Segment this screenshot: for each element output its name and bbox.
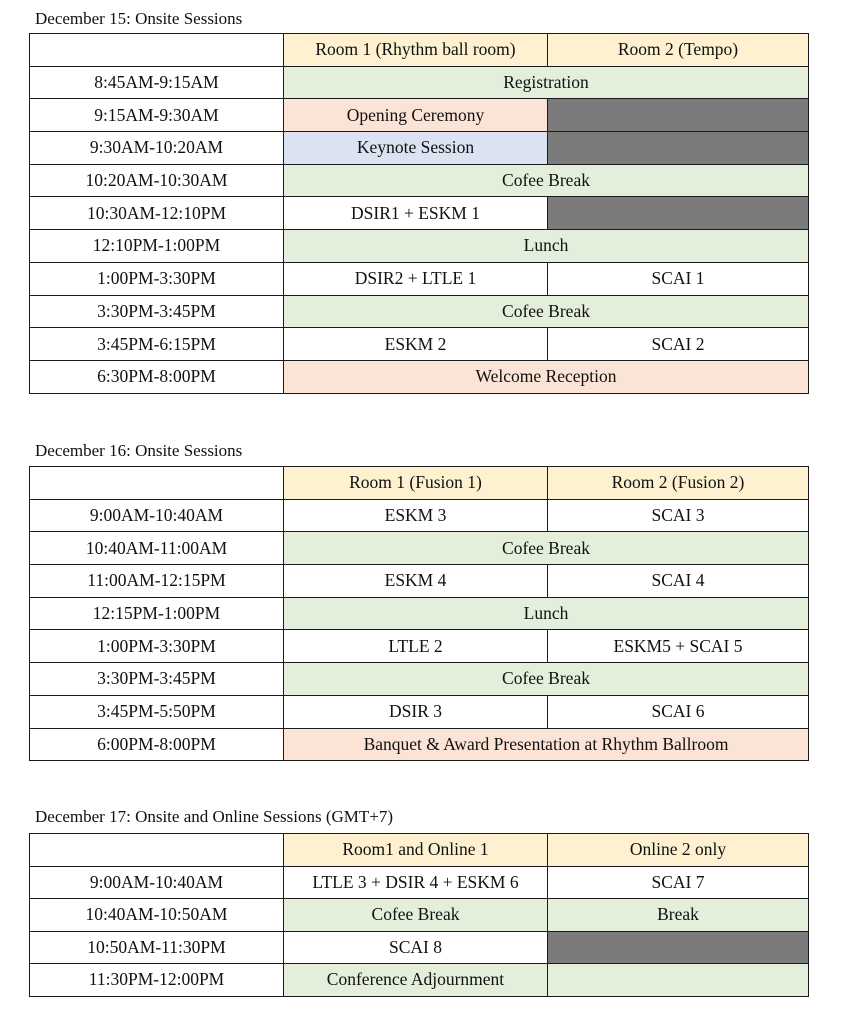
room2-header: Room 2 (Tempo) <box>548 34 809 67</box>
session-cell: SCAI 6 <box>548 695 809 728</box>
session-cell: LTLE 2 <box>284 630 548 663</box>
day1-schedule-table <box>29 33 809 394</box>
room2-header: Online 2 only <box>548 834 809 867</box>
header-empty-cell <box>30 834 284 867</box>
break-cell: Cofee Break <box>284 663 809 696</box>
table-row <box>30 630 809 663</box>
opening-ceremony-cell: Opening Ceremony <box>284 99 548 132</box>
table-row <box>30 931 809 964</box>
table-row <box>30 262 809 295</box>
time-cell: 3:30PM-3:45PM <box>30 295 284 328</box>
table-row <box>30 597 809 630</box>
day1-title: December 15: Onsite Sessions <box>35 9 243 28</box>
unavailable-cell <box>548 931 809 964</box>
session-cell: ESKM 4 <box>284 565 548 598</box>
table-row <box>30 99 809 132</box>
break-cell: Cofee Break <box>284 295 809 328</box>
table-row <box>30 328 809 361</box>
day3-title: December 17: Onsite and Online Sessions (GMT+7) <box>35 807 394 826</box>
time-cell: 6:30PM-8:00PM <box>30 360 284 393</box>
time-cell: 12:15PM-1:00PM <box>30 597 284 630</box>
time-cell: 1:00PM-3:30PM <box>30 262 284 295</box>
table-row <box>30 230 809 263</box>
table-row <box>30 728 809 761</box>
break-cell: Cofee Break <box>284 532 809 565</box>
banquet-cell: Banquet & Award Presentation at Rhythm Ballroom <box>284 728 809 761</box>
session-cell: DSIR1 + ESKM 1 <box>284 197 548 230</box>
room1-header: Room1 and Online 1 <box>284 834 548 867</box>
lunch-cell: Lunch <box>284 597 809 630</box>
session-cell: LTLE 3 + DSIR 4 + ESKM 6 <box>284 866 548 899</box>
table-header-row <box>30 834 809 867</box>
day2-title: December 16: Onsite Sessions <box>35 441 243 460</box>
session-cell: SCAI 3 <box>548 499 809 532</box>
session-cell: SCAI 1 <box>548 262 809 295</box>
break-cell: Cofee Break <box>284 164 809 197</box>
table-row <box>30 360 809 393</box>
session-cell: ESKM 2 <box>284 328 548 361</box>
table-row <box>30 899 809 932</box>
room1-header: Room 1 (Rhythm ball room) <box>284 34 548 67</box>
time-cell: 3:45PM-6:15PM <box>30 328 284 361</box>
session-cell: SCAI 7 <box>548 866 809 899</box>
room1-header: Room 1 (Fusion 1) <box>284 467 548 500</box>
table-row <box>30 695 809 728</box>
day2-schedule-table <box>29 466 809 761</box>
time-cell: 1:00PM-3:30PM <box>30 630 284 663</box>
time-cell: 9:00AM-10:40AM <box>30 499 284 532</box>
time-cell: 10:20AM-10:30AM <box>30 164 284 197</box>
table-header-row <box>30 34 809 67</box>
time-cell: 3:30PM-3:45PM <box>30 663 284 696</box>
time-cell: 10:50AM-11:30PM <box>30 931 284 964</box>
time-cell: 10:40AM-10:50AM <box>30 899 284 932</box>
time-cell: 10:30AM-12:10PM <box>30 197 284 230</box>
table-row <box>30 565 809 598</box>
table-row <box>30 499 809 532</box>
table-row <box>30 964 809 997</box>
unavailable-cell <box>548 99 809 132</box>
lunch-cell: Lunch <box>284 230 809 263</box>
time-cell: 8:45AM-9:15AM <box>30 66 284 99</box>
adjournment-cell: Conference Adjournment <box>284 964 548 997</box>
unavailable-cell <box>548 197 809 230</box>
empty-cell <box>548 964 809 997</box>
unavailable-cell <box>548 132 809 165</box>
header-empty-cell <box>30 467 284 500</box>
session-cell: ESKM 3 <box>284 499 548 532</box>
session-cell: SCAI 4 <box>548 565 809 598</box>
table-row <box>30 295 809 328</box>
table-row <box>30 663 809 696</box>
time-cell: 6:00PM-8:00PM <box>30 728 284 761</box>
table-row <box>30 66 809 99</box>
time-cell: 10:40AM-11:00AM <box>30 532 284 565</box>
time-cell: 9:00AM-10:40AM <box>30 866 284 899</box>
break-cell: Break <box>548 899 809 932</box>
table-row <box>30 164 809 197</box>
session-cell: DSIR 3 <box>284 695 548 728</box>
time-cell: 11:00AM-12:15PM <box>30 565 284 598</box>
day3-schedule-table <box>29 833 809 997</box>
room2-header: Room 2 (Fusion 2) <box>548 467 809 500</box>
table-row <box>30 132 809 165</box>
table-header-row <box>30 467 809 500</box>
time-cell: 3:45PM-5:50PM <box>30 695 284 728</box>
time-cell: 9:15AM-9:30AM <box>30 99 284 132</box>
header-empty-cell <box>30 34 284 67</box>
time-cell: 9:30AM-10:20AM <box>30 132 284 165</box>
table-row <box>30 197 809 230</box>
break-cell: Cofee Break <box>284 899 548 932</box>
registration-cell: Registration <box>284 66 809 99</box>
session-cell: ESKM5 + SCAI 5 <box>548 630 809 663</box>
session-cell: DSIR2 + LTLE 1 <box>284 262 548 295</box>
session-cell: SCAI 2 <box>548 328 809 361</box>
table-row <box>30 866 809 899</box>
keynote-cell: Keynote Session <box>284 132 548 165</box>
session-cell: SCAI 8 <box>284 931 548 964</box>
time-cell: 12:10PM-1:00PM <box>30 230 284 263</box>
table-row <box>30 532 809 565</box>
time-cell: 11:30PM-12:00PM <box>30 964 284 997</box>
reception-cell: Welcome Reception <box>284 360 809 393</box>
